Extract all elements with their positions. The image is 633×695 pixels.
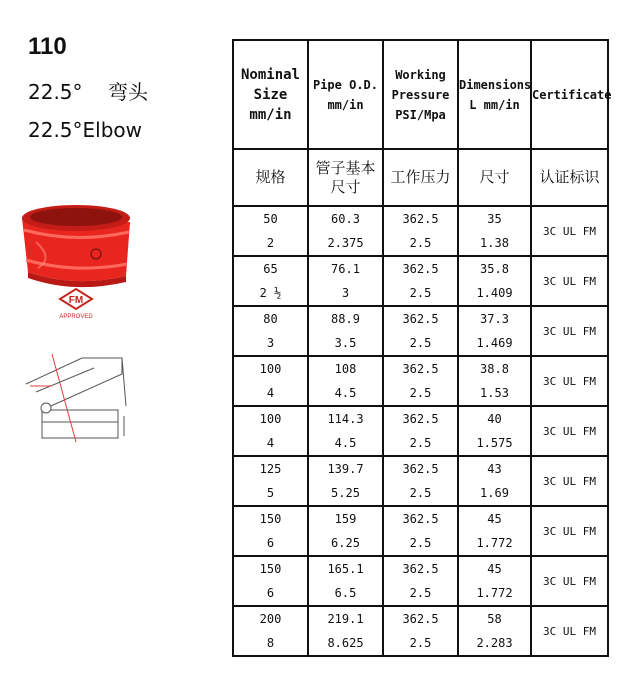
fm-logo-caption: APPROVED — [59, 314, 93, 320]
od-cell-value-1: 60.3 — [331, 212, 360, 226]
pressure-cell — [383, 406, 458, 456]
dimension-cell-value-2: 1.575 — [476, 436, 513, 450]
pressure-cell — [383, 206, 458, 256]
size-cell — [233, 406, 308, 456]
size-cell — [233, 306, 308, 356]
pressure-cell-value-1: 362.5 — [402, 362, 439, 376]
pressure-cell-value-2: 2.5 — [409, 336, 432, 350]
od-cell — [308, 406, 383, 456]
od-cell — [308, 356, 383, 406]
pressure-cell-value-2: 2.5 — [409, 436, 432, 450]
dimension-cell — [458, 206, 531, 256]
dimension-cell-value-2: 1.53 — [480, 386, 509, 400]
dimension-cell-value-1: 37.3 — [480, 312, 509, 326]
dimension-cell-value-2: 2.283 — [476, 636, 513, 650]
pressure-cell-value-1: 362.5 — [402, 412, 439, 426]
od-cell-value-2: 4.5 — [334, 436, 357, 450]
od-cell — [308, 206, 383, 256]
od-cell-value-2: 5.25 — [331, 486, 360, 500]
header-pipe-od: Pipe O.D. mm/in — [308, 40, 383, 149]
size-cell — [233, 606, 308, 656]
dimension-cell — [458, 306, 531, 356]
pressure-cell-value-2: 2.5 — [409, 636, 432, 650]
od-cell-value-1: 88.9 — [331, 312, 360, 326]
size-cell-value-2: 5 — [266, 486, 275, 500]
header-working-pressure: Working Pressure PSI/Mpa — [383, 40, 458, 149]
table-row — [233, 556, 608, 606]
pressure-cell-value-1: 362.5 — [402, 312, 439, 326]
od-cell — [308, 256, 383, 306]
size-cell — [233, 556, 308, 606]
model-number: 110 — [28, 33, 67, 60]
elbow-technical-drawing — [22, 346, 132, 446]
table-row — [233, 406, 608, 456]
pressure-cell-value-1: 362.5 — [402, 212, 439, 226]
pressure-cell-value-1: 362.5 — [402, 612, 439, 626]
product-name-cn: 弯头 — [107, 80, 148, 104]
pressure-cell-value-1: 362.5 — [402, 562, 439, 576]
od-cell-value-1: 139.7 — [327, 462, 364, 476]
pressure-cell-value-2: 2.5 — [409, 486, 432, 500]
header-row-cn — [233, 149, 608, 206]
header-cn-dimension: 尺寸 — [458, 149, 531, 206]
certificate-cell: 3C UL FM — [531, 206, 608, 256]
pressure-cell-value-2: 2.5 — [409, 236, 432, 250]
size-cell-value-2: 4 — [266, 436, 275, 450]
dimension-cell — [458, 406, 531, 456]
size-cell — [233, 256, 308, 306]
certificate-cell: 3C UL FM — [531, 306, 608, 356]
od-cell — [308, 506, 383, 556]
spec-table-body — [233, 206, 608, 656]
dimension-cell-value-1: 58 — [487, 612, 502, 626]
size-cell-value-2: 8 — [266, 636, 275, 650]
header-cn-pressure: 工作压力 — [383, 149, 458, 206]
size-cell-value-2: 3 — [266, 336, 275, 350]
header-certificate: Certificate — [531, 40, 608, 149]
size-cell — [233, 456, 308, 506]
od-cell-value-2: 2.375 — [327, 236, 364, 250]
size-cell-value-1: 150 — [259, 562, 282, 576]
pressure-cell — [383, 506, 458, 556]
dimension-cell — [458, 556, 531, 606]
pressure-cell — [383, 606, 458, 656]
od-cell-value-2: 4.5 — [334, 386, 357, 400]
dimension-cell — [458, 456, 531, 506]
dimension-cell — [458, 506, 531, 556]
table-row — [233, 306, 608, 356]
size-cell-value-1: 150 — [259, 512, 282, 526]
fm-logo-mark: FM — [68, 295, 84, 306]
od-cell-value-1: 114.3 — [327, 412, 364, 426]
fm-approved-logo — [59, 289, 93, 320]
size-cell-value-1: 80 — [263, 312, 278, 326]
size-cell-value-1: 125 — [259, 462, 282, 476]
dimension-cell-value-2: 1.469 — [476, 336, 513, 350]
dimension-cell — [458, 606, 531, 656]
dimension-cell-value-1: 45 — [487, 512, 502, 526]
od-cell-value-1: 108 — [334, 362, 357, 376]
od-cell-value-1: 159 — [334, 512, 357, 526]
certificate-cell: 3C UL FM — [531, 406, 608, 456]
pressure-cell-value-2: 2.5 — [409, 286, 432, 300]
dimension-cell-value-2: 1.38 — [480, 236, 509, 250]
product-info-panel — [0, 0, 230, 695]
header-cn-size: 规格 — [233, 149, 308, 206]
size-cell-value-1: 100 — [259, 362, 282, 376]
dimension-cell-value-1: 38.8 — [480, 362, 509, 376]
size-cell-value-1: 100 — [259, 412, 282, 426]
od-cell-value-2: 6.5 — [334, 586, 357, 600]
size-cell — [233, 356, 308, 406]
header-nominal-size: Nominal Size mm/in — [233, 40, 308, 149]
header-cn-certificate: 认证标识 — [531, 149, 608, 206]
od-cell — [308, 306, 383, 356]
pressure-cell-value-2: 2.5 — [409, 536, 432, 550]
header-cn-od: 管子基本尺寸 — [308, 149, 383, 206]
pressure-cell-value-1: 362.5 — [402, 512, 439, 526]
table-row — [233, 356, 608, 406]
certificate-cell: 3C UL FM — [531, 556, 608, 606]
table-row — [233, 256, 608, 306]
od-cell-value-2: 6.25 — [331, 536, 360, 550]
certificate-cell: 3C UL FM — [531, 256, 608, 306]
header-row-en — [233, 40, 608, 149]
elbow-photo — [14, 196, 134, 322]
od-cell-value-1: 219.1 — [327, 612, 364, 626]
size-cell-value-1: 50 — [263, 212, 278, 226]
size-cell — [233, 506, 308, 556]
pressure-cell-value-1: 362.5 — [402, 262, 439, 276]
dimension-cell — [458, 256, 531, 306]
dimension-cell-value-2: 1.69 — [480, 486, 509, 500]
table-row — [233, 206, 608, 256]
size-cell-value-1: 65 — [263, 262, 278, 276]
header-dimensions: Dimensions L mm/in — [458, 40, 531, 149]
dimension-cell-value-2: 1.772 — [476, 536, 513, 550]
dimension-cell-value-1: 35 — [487, 212, 502, 226]
dimension-cell-value-1: 40 — [487, 412, 502, 426]
certificate-cell: 3C UL FM — [531, 506, 608, 556]
product-name-cn-line — [28, 76, 148, 105]
dimension-cell-value-1: 35.8 — [480, 262, 509, 276]
certificate-cell: 3C UL FM — [531, 456, 608, 506]
pressure-cell-value-2: 2.5 — [409, 586, 432, 600]
pressure-cell — [383, 456, 458, 506]
pressure-cell — [383, 556, 458, 606]
dimension-cell-value-1: 43 — [487, 462, 502, 476]
certificate-cell: 3C UL FM — [531, 356, 608, 406]
od-cell-value-1: 76.1 — [331, 262, 360, 276]
od-cell-value-2: 3.5 — [334, 336, 357, 350]
size-cell-value-1: 200 — [259, 612, 282, 626]
product-name-en: 22.5°Elbow — [28, 118, 143, 142]
pressure-cell — [383, 356, 458, 406]
od-cell — [308, 556, 383, 606]
od-cell-value-1: 165.1 — [327, 562, 364, 576]
od-cell — [308, 606, 383, 656]
table-row — [233, 456, 608, 506]
size-cell-value-2: 6 — [266, 586, 275, 600]
spec-table — [232, 39, 612, 657]
dimension-cell-value-2: 1.409 — [476, 286, 513, 300]
table-row — [233, 506, 608, 556]
pressure-cell — [383, 256, 458, 306]
certificate-cell: 3C UL FM — [531, 606, 608, 656]
pressure-cell-value-1: 362.5 — [402, 462, 439, 476]
size-cell-value-2: 4 — [266, 386, 275, 400]
size-cell-value-2: 6 — [266, 536, 275, 550]
size-cell-value-2: 2 ½ — [259, 286, 282, 300]
dimension-cell-value-1: 45 — [487, 562, 502, 576]
od-cell-value-2: 3 — [341, 286, 350, 300]
od-cell — [308, 456, 383, 506]
od-cell-value-2: 8.625 — [327, 636, 364, 650]
table-row — [233, 606, 608, 656]
size-cell — [233, 206, 308, 256]
angle-label: 22.5° — [28, 80, 83, 104]
size-cell-value-2: 2 — [266, 236, 275, 250]
pressure-cell — [383, 306, 458, 356]
dimension-cell-value-2: 1.772 — [476, 586, 513, 600]
pressure-cell-value-2: 2.5 — [409, 386, 432, 400]
dimension-cell — [458, 356, 531, 406]
